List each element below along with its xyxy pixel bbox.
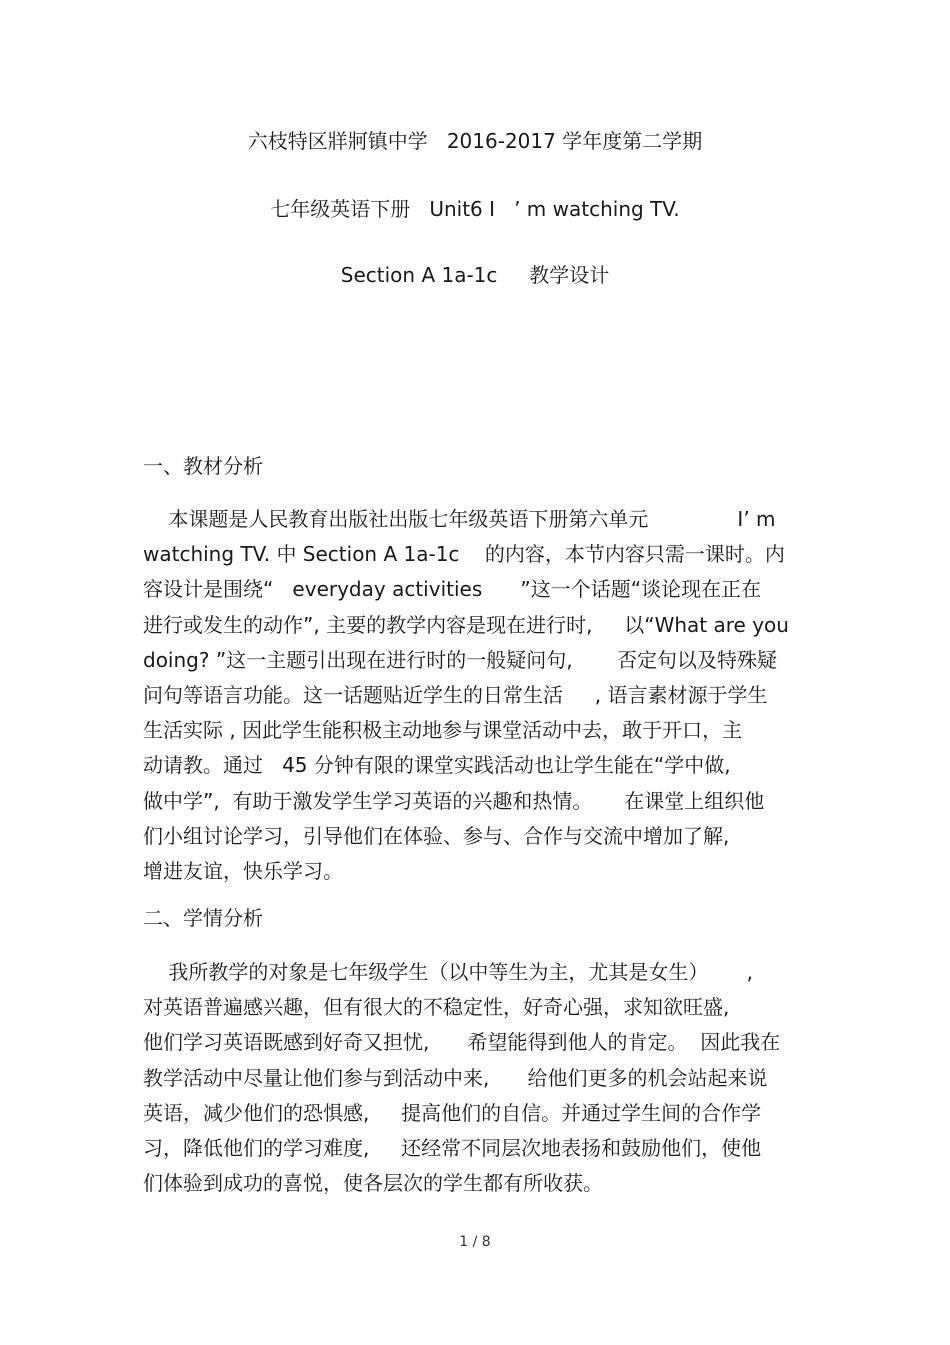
paragraph-line: 们体验到成功的喜悦，使各层次的学生都有所收获。: [143, 1171, 603, 1196]
page-number: 1 / 8: [459, 1234, 491, 1250]
paragraph-line: 生活实际 , 因此学生能积极主动地参与课堂活动中去，敢于开口，主: [143, 718, 743, 743]
section-body-student-analysis: [143, 955, 823, 1201]
paragraph-line: 教学活动中尽量让他们参与到活动中来, 给他们更多的机会站起来说: [143, 1065, 768, 1090]
paragraph-line: 们小组讨论学习，引导他们在体验、参与、合作与交流中增加了解,: [143, 823, 730, 848]
paragraph-line: 做中学”, 有助于激发学生学习英语的兴趣和热情。 在课堂上组织他: [143, 788, 765, 813]
paragraph-line: 英语，减少他们的恐惧感, 提高他们的自信。并通过学生间的合作学: [143, 1100, 762, 1125]
paragraph-line: 问句等语言功能。这一话题贴近学生的日常生活 , 语言素材源于学生: [143, 682, 768, 707]
paragraph-line: 容设计是围绕“ everyday activities ”这一个话题“谈论现在正在: [143, 577, 762, 602]
paragraph-line: 习，降低他们的学习难度, 还经常不同层次地表扬和鼓励他们，使他: [143, 1135, 762, 1160]
paragraph-line: 动请教。通过 45 分钟有限的课堂实践活动也让学生能在“学中做,: [143, 753, 731, 778]
section-heading-textbook-analysis: 一、教材分析: [143, 454, 263, 478]
paragraph-line: 本课题是人民教育出版社出版七年级英语下册第六单元 I’ m: [143, 507, 776, 531]
paragraph-line: 他们学习英语既感到好奇又担忧, 希望能得到他人的肯定。 因此我在: [143, 1030, 781, 1055]
paragraph-line: watching TV. 中 Section A 1a-1c 的内容，本节内容只需一课时。内: [143, 542, 785, 567]
paragraph-line: 我所教学的对象是七年级学生（以中等生为主，尤其是女生） ,: [143, 960, 753, 984]
paragraph-line: 对英语普遍感兴趣，但有很大的不稳定性，好奇心强，求知欲旺盛,: [143, 995, 730, 1020]
section-heading-student-analysis: 二、学情分析: [143, 906, 263, 930]
paragraph-line: doing? ”这一主题引出现在进行时的一般疑问句, 否定句以及特殊疑: [143, 647, 778, 672]
document-title-line-3: Section A 1a-1c 教学设计: [340, 263, 610, 287]
paragraph-line: 进行或发生的动作”, 主要的教学内容是现在进行时, 以“What are you: [143, 612, 789, 637]
paragraph-line: 增进友谊，快乐学习。: [143, 858, 343, 883]
document-title-line-1: 六枝特区牂牁镇中学 2016-2017 学年度第二学期: [247, 129, 703, 153]
section-body-textbook-analysis: [143, 502, 823, 889]
document-title-line-2: 七年级英语下册 Unit6 I ’ m watching TV.: [270, 197, 680, 221]
